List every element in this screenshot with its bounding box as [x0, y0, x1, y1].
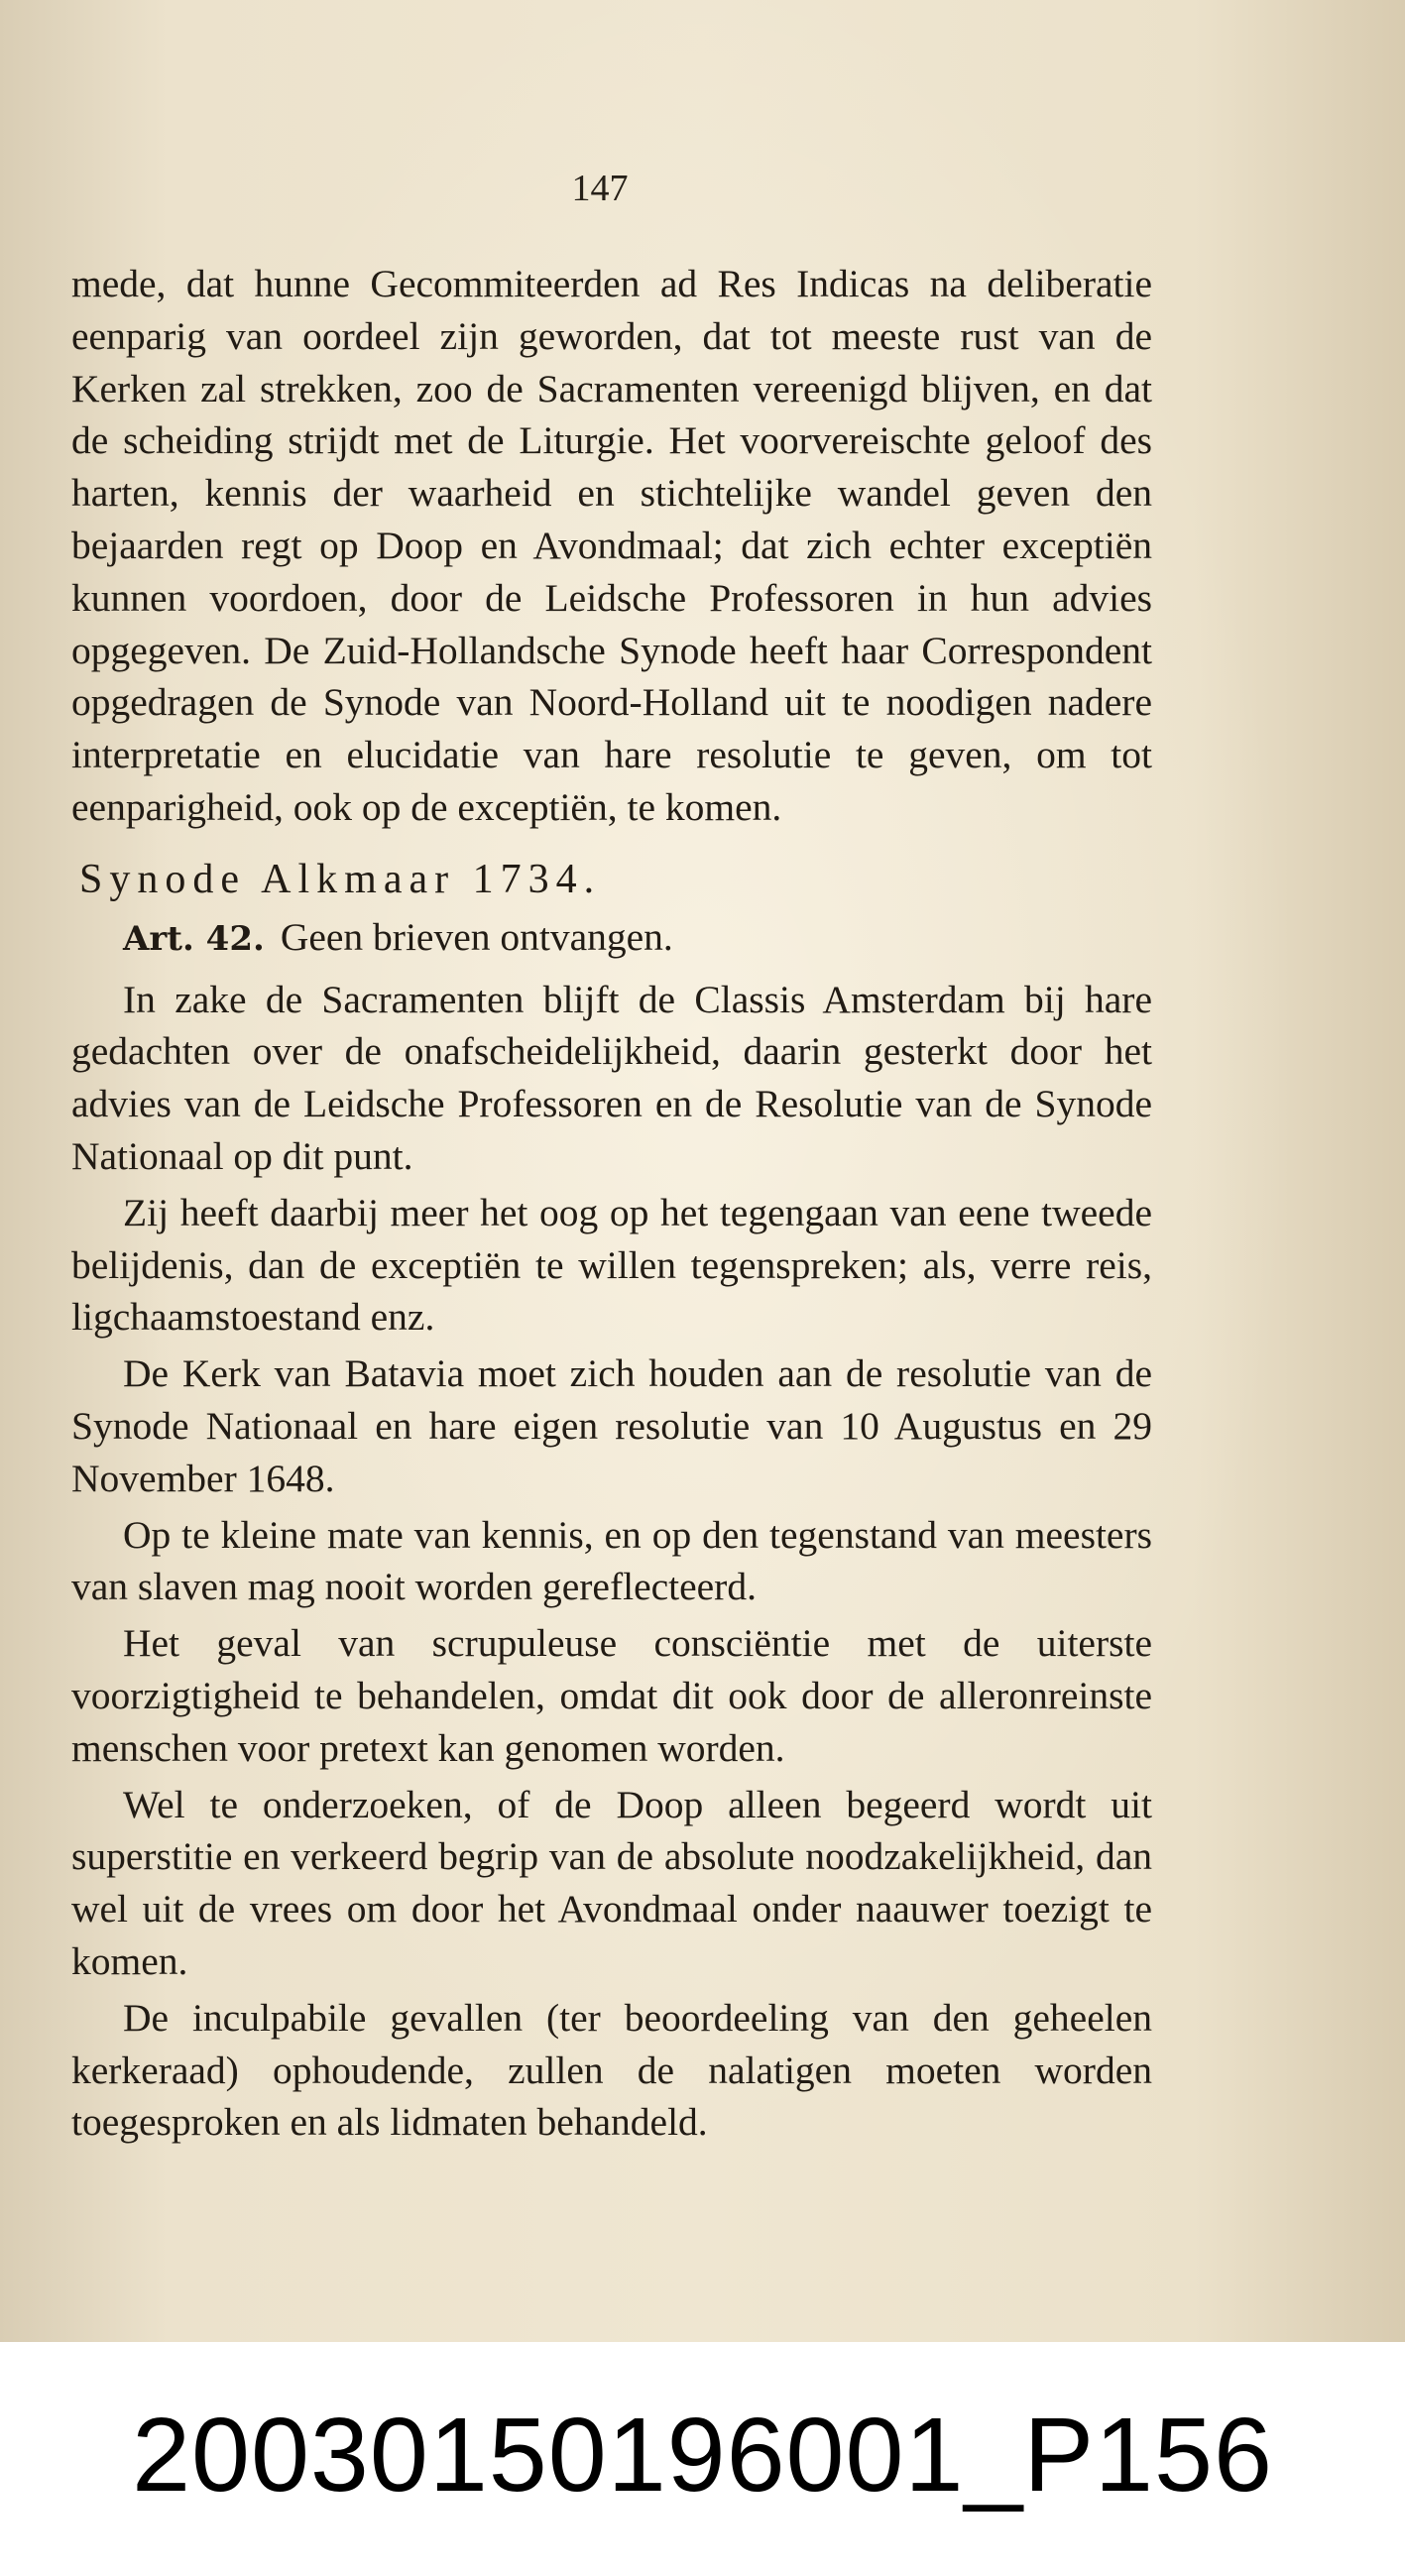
paragraph: Het geval van scrupuleuse consciëntie met de uiterste voorzigtigheid te behandelen, omdat dit ook door de alleronreinste menschen voor pretext kan genomen worden. [71, 1621, 1152, 1770]
catalog-footer [0, 2342, 1405, 2576]
section-heading: Synode Alkmaar 1734. [79, 856, 602, 902]
paragraph: De Kerk van Batavia moet zich houden aan de resolutie van de Synode Nationaal en hare eigen resolutie van 10 Augustus en 29 November 1648. [71, 1351, 1152, 1500]
body-text [71, 258, 1152, 2149]
article-line [123, 911, 1152, 966]
paragraph: Wel te onderzoeken, of de Doop alleen begeerd wordt uit superstitie en verkeerd begrip van de absolute noodzakelijkheid, dan wel uit de vrees om door het Avondmaal onder naauwer toezigt te komen. [71, 1782, 1152, 1983]
catalog-id: 20030150196001_P156 [132, 2397, 1273, 2514]
article-label: Art. 42. [123, 918, 265, 959]
page-number: 147 [571, 168, 629, 209]
paragraph-continuation: mede, dat hunne Gecommiteerden ad Res Indicas na deliberatie eenparig van oordeel zijn geworden, dat tot meeste rust van de Kerken zal strekken, zoo de Sacramenten vereenigd blijven, en dat de scheiding strijdt met de Liturgie. Het voorvereischte geloof des harten, kennis der waarheid en stichtelijke wandel geven den bejaarden regt op Doop en Avondmaal; dat zich echter exceptiën kunnen voordoen, door de Leidsche Professoren in hun advies opgegeven. De Zuid-Hollandsche Synode heeft haar Correspondent opgedragen de Synode van Noord-Holland uit te noodigen nadere interpretatie en elucidatie van hare resolutie te geven, om tot eenparigheid, ook op de exceptiën, te komen. [71, 262, 1152, 829]
article-text: Geen brieven ontvangen. [280, 914, 673, 959]
paragraph: Op te kleine mate van kennis, en op den tegenstand van meesters van slaven mag nooit worden gereflecteerd. [71, 1512, 1152, 1609]
paragraph: In zake de Sacramenten blijft de Classis Amsterdam bij hare gedachten over de onafscheidelijkheid, daarin gesterkt door het advies van de Leidsche Professoren en de Resolutie van de Synode Nationaal op dit punt. [71, 977, 1152, 1178]
paragraph: De inculpabile gevallen (ter beoordeeling van den geheelen kerkeraad) ophoudende, zullen de nalatigen moeten worden toegesproken en als lidmaten behandeld. [71, 1995, 1152, 2145]
paragraph: Zij heeft daarbij meer het oog op het tegengaan van eene tweede belijdenis, dan de exceptiën te willen tegenspreken; als, verre reis, ligchaamstoestand enz. [71, 1190, 1152, 1340]
